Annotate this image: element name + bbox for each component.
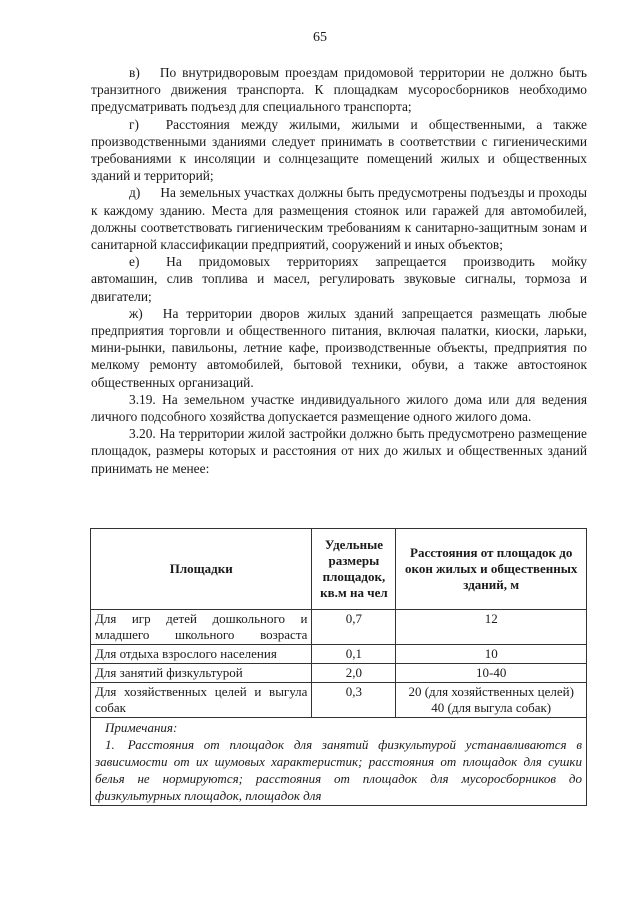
paragraph-3-20: 3.20. На территории жилой застройки должно быть предусмотрено размещение площадок, размеры которых и расстояния от них до жилых и общественных зданий принимать не менее: xyxy=(91,426,587,476)
row-name: Для хозяйственных целей и выгула собак xyxy=(91,683,312,718)
row-name: Для отдыха взрослого населения xyxy=(91,645,312,664)
table-row xyxy=(91,664,587,683)
paragraph-v: в) По внутридворовым проездам придомовой территории не должно быть транзитного движения транспорта. К площадкам мусоросборников необходимо предусматривать подъезд для специального транспорта; xyxy=(91,65,587,115)
row-distance: 12 xyxy=(396,610,587,645)
table-header-row xyxy=(91,529,587,610)
row-distance: 10-40 xyxy=(396,664,587,683)
paragraph-3-19: 3.19. На земельном участке индивидуального жилого дома или для ведения личного подсобного хозяйства допускается размещение одного жилого дома. xyxy=(91,391,587,425)
table-notes xyxy=(91,718,587,806)
row-size: 0,7 xyxy=(312,610,396,645)
paragraph-zh: ж) На территории дворов жилых зданий запрещается размещать любые предприятия торговли и общественного питания, включая палатки, киоски, ларьки, мини-рынки, павильоны, летние кафе, производственные объекты, предприятия по мелкому ремонту автомобилей, бытовой техники, обуви, а также автостоянок общественных организаций. xyxy=(91,305,587,390)
notes-text: 1. Расстояния от площадок для занятий физкультурой устанавливаются в зависимости от их шумовых характеристик; расстояния от площадок для сушки белья не нормируются; расстояния от площадок для мусоросборников до физкультурных площадок, площадок для xyxy=(95,737,582,803)
row-name: Для занятий физкультурой xyxy=(91,664,312,683)
row-size: 2,0 xyxy=(312,664,396,683)
row-distance xyxy=(396,683,587,718)
row-distance: 10 xyxy=(396,645,587,664)
page-number: 65 xyxy=(313,30,327,45)
header-unit-size: Удельные размеры площадок, кв.м на чел xyxy=(312,529,396,610)
table-notes-row xyxy=(91,718,587,806)
notes-title: Примечания: xyxy=(105,720,178,735)
header-playgrounds: Площадки xyxy=(91,529,312,610)
row-distance-line: 20 (для хозяйственных целей) xyxy=(408,684,574,699)
paragraph-d: д) На земельных участках должны быть предусмотрены подъезды и проходы к каждому зданию. Места для размещения стоянок или гаражей для автомобилей, должны соответствовать гигиеническим требованиям к санитарно-защитным зонам и санитарной классификации предприятий, сооружений и иных объектов; xyxy=(91,185,587,253)
paragraph-g: г) Расстояния между жилыми, жилыми и общественными, а также производственными зданиями следует принимать в соответствии с гигиеническими требованиями к инсоляции и солнцезащите помещений жилых и общественных зданий и территорий; xyxy=(91,116,587,184)
paragraph-e: е) На придомовых территориях запрещается производить мойку автомашин, слив топлива и масел, регулировать звуковые сигналы, тормоза и двигатели; xyxy=(91,254,587,304)
body-text xyxy=(91,64,587,477)
header-distance: Расстояния от площадок до окон жилых и общественных зданий, м xyxy=(396,529,587,610)
table-row xyxy=(91,645,587,664)
row-size: 0,1 xyxy=(312,645,396,664)
row-name: Для игр детей дошкольного и младшего школьного возраста xyxy=(91,610,312,645)
playgrounds-table xyxy=(90,528,587,806)
table-row xyxy=(91,610,587,645)
table-row xyxy=(91,683,587,718)
row-size: 0,3 xyxy=(312,683,396,718)
row-distance-line: 40 (для выгула собак) xyxy=(431,700,552,715)
